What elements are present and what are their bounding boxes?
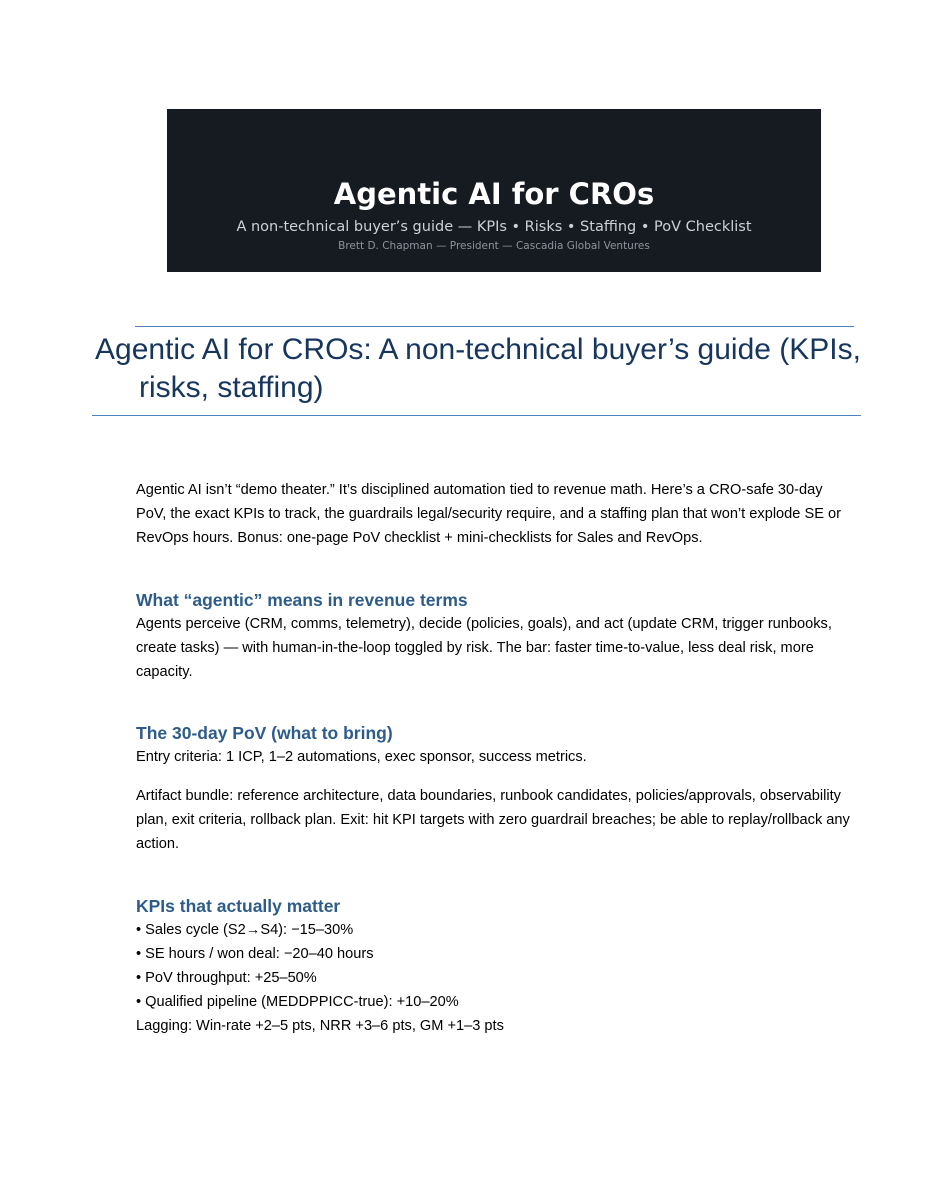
kpi-item-se-hours: • SE hours / won deal: −20–40 hours <box>136 946 374 962</box>
section-heading-agentic: What “agentic” means in revenue terms <box>136 590 468 610</box>
header-banner <box>167 109 821 272</box>
kpi-item-qualified-pipeline: • Qualified pipeline (MEDDPPICC-true): +10–20% <box>136 994 459 1010</box>
intro-paragraph: Agentic AI isn’t “demo theater.” It’s disciplined automation tied to revenue math. Here’s a CRO-safe 30-day PoV, the exact KPIs to track, the guardrails legal/security require, and a staffing plan that won’t explode SE or RevOps hours. Bonus: one-page PoV checklist + mini-checklists for Sales and RevOps. <box>136 482 841 546</box>
banner-byline: Brett D. Chapman — President — Cascadia Global Ventures <box>338 240 650 252</box>
section-paragraph-entry-criteria: Entry criteria: 1 ICP, 1–2 automations, exec sponsor, success metrics. <box>136 749 587 765</box>
document-title: Agentic AI for CROs: A non-technical buyer’s guide (KPIs, risks, staffing) <box>95 333 861 404</box>
title-rule-top <box>135 326 854 327</box>
section-heading-pov: The 30-day PoV (what to bring) <box>136 723 393 743</box>
title-rule-bottom <box>92 415 861 416</box>
section-paragraph-agentic: Agents perceive (CRM, comms, telemetry), decide (policies, goals), and act (update CRM, trigger runbooks, create tasks) — with human-in-the-loop toggled by risk. The bar: faster time-to-value, less deal risk, more capacity. <box>136 616 832 680</box>
kpi-item-pov-throughput: • PoV throughput: +25–50% <box>136 970 317 986</box>
kpi-item-sales-cycle: • Sales cycle (S2→S4): −15–30% <box>136 922 354 938</box>
banner-subtitle: A non-technical buyer’s guide — KPIs • Risks • Staffing • PoV Checklist <box>236 219 752 235</box>
document-body <box>136 478 856 1038</box>
banner-title: Agentic AI for CROs <box>333 177 655 211</box>
section-paragraph-artifact-bundle: Artifact bundle: reference architecture, data boundaries, runbook candidates, policies/approvals, observability plan, exit criteria, rollback plan. Exit: hit KPI targets with zero guardrail breaches; be able to replay/rollback any action. <box>136 788 850 852</box>
section-heading-kpis: KPIs that actually matter <box>136 896 341 916</box>
lagging-kpis: Lagging: Win-rate +2–5 pts, NRR +3–6 pts, GM +1–3 pts <box>136 1018 504 1034</box>
kpi-list <box>136 918 856 1014</box>
